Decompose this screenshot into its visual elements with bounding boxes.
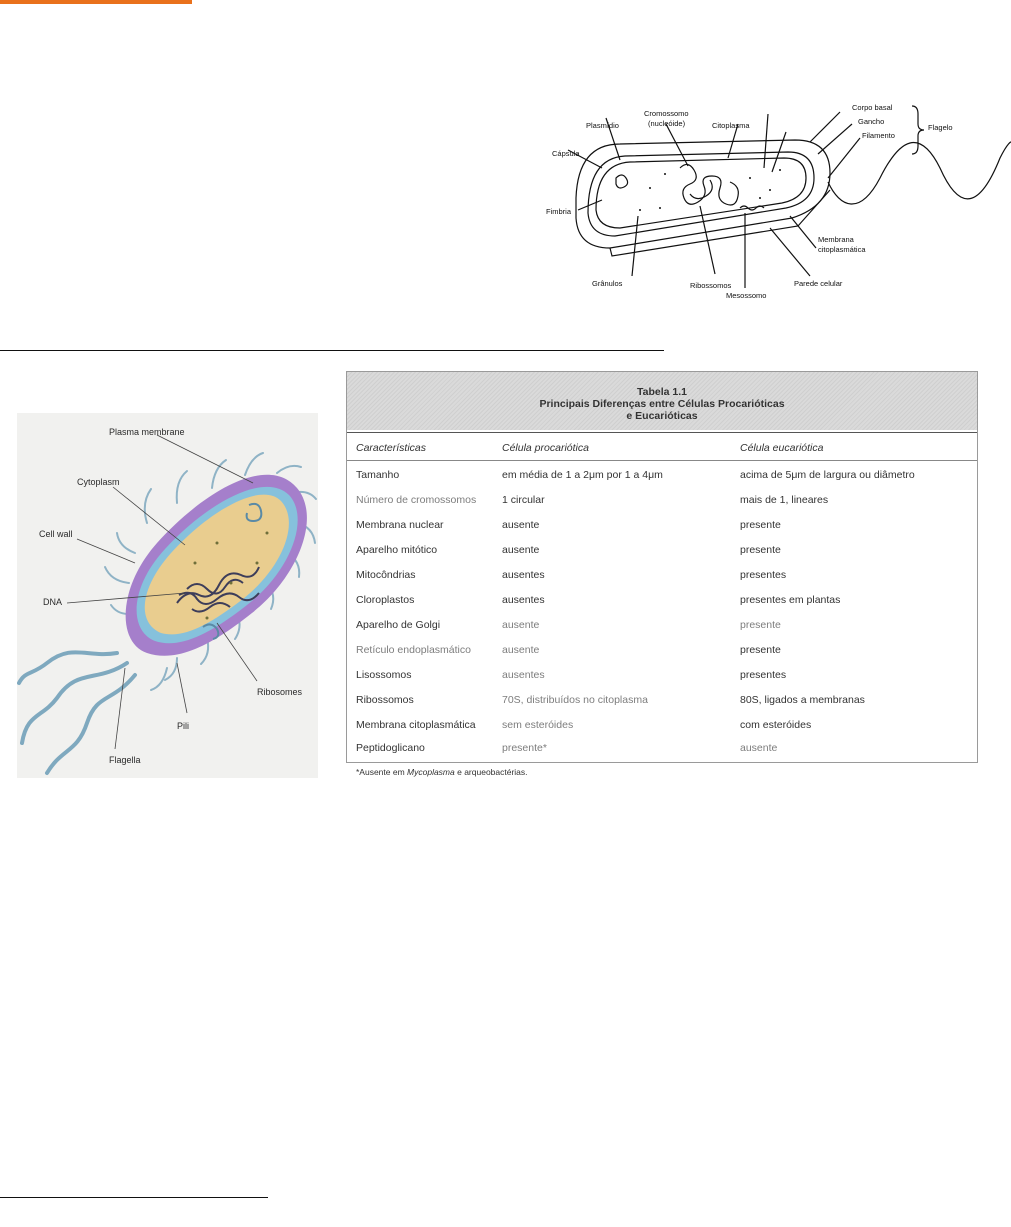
label-plasmidio: Plasmídio	[586, 121, 619, 130]
col-header-caracteristicas: Características	[356, 442, 427, 454]
label-citoplasma: Citoplasma	[712, 121, 750, 130]
cell-procariotica: ausentes	[502, 594, 545, 606]
table-number: Tabela 1.1	[637, 386, 687, 398]
cell-caracteristica: Aparelho mitótico	[356, 544, 438, 556]
label-nucleoide: (nucleóide)	[648, 119, 686, 128]
col-header-eucariotica: Célula eucariótica	[740, 442, 824, 454]
cell-procariotica: presente*	[502, 742, 547, 754]
table-row	[347, 544, 977, 569]
cell-procariotica: ausente	[502, 619, 540, 631]
footnote-text-end: e arqueobactérias.	[454, 767, 528, 777]
prokaryote-schematic-diagram	[540, 98, 1011, 320]
header-accent-rule	[0, 0, 192, 4]
cell-eucariotica: presente	[740, 644, 781, 656]
table-row	[347, 494, 977, 519]
label-flagelo: Flagelo	[928, 123, 953, 132]
table-row	[347, 594, 977, 619]
cell-eucariotica: acima de 5μm de largura ou diâmetro	[740, 469, 915, 481]
cell-eucariotica: mais de 1, lineares	[740, 494, 829, 506]
table-title-cont: e Eucarióticas	[626, 410, 698, 422]
footnote-text: *Ausente em	[356, 767, 408, 777]
header-top-rule	[347, 432, 977, 433]
table-row	[347, 519, 977, 544]
label-cytoplasm: Cytoplasm	[77, 477, 120, 487]
table-row	[347, 569, 977, 594]
cell-caracteristica: Retículo endoplasmático	[356, 644, 471, 656]
cell-eucariotica: presentes	[740, 569, 787, 581]
cell-procariotica: ausentes	[502, 569, 545, 581]
header-bottom-rule	[347, 460, 977, 461]
comparison-table	[346, 371, 978, 763]
table-row	[347, 694, 977, 719]
label-dna: DNA	[43, 597, 63, 607]
cell-procariotica: 70S, distribuídos no citoplasma	[502, 694, 648, 706]
cell-procariotica: ausentes	[502, 669, 545, 681]
label-ribosomes: Ribosomes	[257, 687, 303, 697]
table-title: Principais Diferenças entre Células Procarióticas	[539, 398, 785, 410]
table-row	[347, 644, 977, 669]
col-header-procariotica: Célula procariótica	[502, 442, 589, 454]
label-mesossomo: Mesossomo	[726, 291, 767, 300]
table-row	[347, 742, 977, 767]
cell-caracteristica: Tamanho	[356, 469, 400, 481]
cell-caracteristica: Membrana citoplasmática	[356, 719, 476, 731]
label-plasma-membrane: Plasma membrane	[109, 427, 185, 437]
table-row	[347, 619, 977, 644]
cell-procariotica: ausente	[502, 544, 540, 556]
label-corpo-basal: Corpo basal	[852, 103, 893, 112]
cell-caracteristica: Ribossomos	[356, 694, 414, 706]
cell-eucariotica: presente	[740, 519, 781, 531]
cell-procariotica: 1 circular	[502, 494, 545, 506]
label-cromossomo: Cromossomo	[644, 109, 689, 118]
table-row	[347, 469, 977, 494]
label-pili: Pili	[177, 721, 190, 731]
cell-caracteristica: Lisossomos	[356, 669, 412, 681]
footnote-rule	[0, 1197, 268, 1198]
cell-procariotica: ausente	[502, 644, 540, 656]
bacterium-color-illustration	[17, 413, 318, 778]
label-ribossomos: Ribossomos	[690, 281, 732, 290]
cell-caracteristica: Cloroplastos	[356, 594, 415, 606]
label-capsula: Cápsula	[552, 149, 580, 158]
cell-eucariotica: presentes em plantas	[740, 594, 841, 606]
cell-procariotica: ausente	[502, 519, 540, 531]
cell-caracteristica: Número de cromossomos	[356, 494, 477, 506]
label-flagella: Flagella	[109, 755, 141, 765]
label-cell-wall: Cell wall	[39, 529, 73, 539]
label-filamento: Filamento	[862, 131, 895, 140]
table-footnote	[356, 767, 528, 777]
label-gancho: Gancho	[858, 117, 885, 126]
cell-caracteristica: Membrana nuclear	[356, 519, 444, 531]
section-divider	[0, 350, 664, 351]
cell-caracteristica: Peptidoglicano	[356, 742, 425, 754]
table-row	[347, 669, 977, 694]
cell-eucariotica: presentes	[740, 669, 787, 681]
label-membrana: Membrana	[818, 235, 854, 244]
cell-eucariotica: ausente	[740, 742, 778, 754]
cell-eucariotica: presente	[740, 544, 781, 556]
label-fimbria: Fimbria	[546, 207, 572, 216]
label-parede-celular: Parede celular	[794, 279, 843, 288]
label-citoplasmatica: citoplasmática	[818, 245, 866, 254]
label-granulos: Grânulos	[592, 279, 623, 288]
cell-eucariotica: com esteróides	[740, 719, 812, 731]
cell-caracteristica: Aparelho de Golgi	[356, 619, 441, 631]
cell-caracteristica: Mitocôndrias	[356, 569, 416, 581]
table-title-band	[347, 372, 977, 430]
cell-procariotica: em média de 1 a 2μm por 1 a 4μm	[502, 469, 663, 481]
table-row	[347, 719, 977, 744]
cell-eucariotica: presente	[740, 619, 781, 631]
cell-procariotica: sem esteróides	[502, 719, 574, 731]
footnote-organism: Mycoplasma	[407, 767, 455, 777]
cell-eucariotica: 80S, ligados a membranas	[740, 694, 865, 706]
